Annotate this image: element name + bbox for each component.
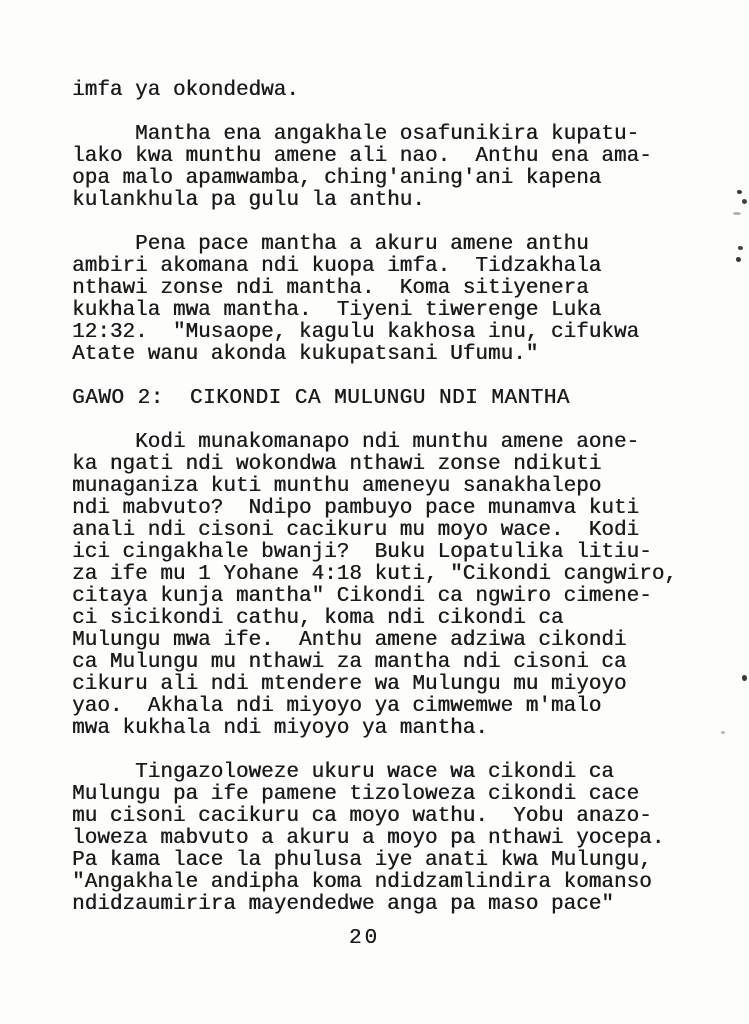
text-line: munaganiza kuti munthu ameneyu sanakhalepo bbox=[72, 475, 602, 498]
ink-speck bbox=[733, 212, 741, 215]
text-line: Mulungu pa ife pamene tizoloweza cikondi cace bbox=[72, 783, 640, 806]
ink-speck bbox=[742, 675, 747, 681]
text-line: ca Mulungu mu nthawi za mantha ndi cisoni ca bbox=[72, 651, 627, 674]
paragraph bbox=[72, 762, 712, 916]
ink-speck bbox=[738, 246, 743, 250]
text-line: mu cisoni cacikuru ca moyo wathu. Yobu anazo- bbox=[72, 805, 652, 828]
ink-speck bbox=[736, 257, 741, 262]
ink-speck bbox=[737, 190, 742, 194]
text-line: Atate wanu akonda kukupatsani Ufumu." bbox=[72, 343, 539, 366]
text-line: 12:32. "Musaope, kagulu kakhosa inu, cifukwa bbox=[72, 321, 640, 344]
text-line: opa malo apamwamba, ching'aning'ani kapena bbox=[72, 167, 602, 190]
text-line: imfa ya okondedwa. bbox=[72, 79, 299, 102]
text-line: Tingazoloweze ukuru wace wa cikondi ca bbox=[72, 761, 614, 784]
text-line: ka ngati ndi wokondwa nthawi zonse ndikuti bbox=[72, 453, 602, 476]
text-line: yao. Akhala ndi miyoyo ya cimwemwe m'malo bbox=[72, 695, 602, 718]
paragraph bbox=[72, 234, 712, 366]
section-heading bbox=[72, 388, 712, 410]
text-line: mwa kukhala ndi miyoyo ya mantha. bbox=[72, 717, 488, 740]
text-line: ici cingakhale bwanji? Buku Lopatulika litiu- bbox=[72, 541, 652, 564]
text-line: "Angakhale andipha koma ndidzamlindira komanso bbox=[72, 871, 652, 894]
text-line: za ife mu 1 Yohane 4:18 kuti, "Cikondi cangwiro, bbox=[72, 563, 677, 586]
text-line: ndi mabvuto? Ndipo pambuyo pace munamva kuti bbox=[72, 497, 640, 520]
paragraph bbox=[72, 80, 712, 102]
paragraph bbox=[72, 124, 712, 212]
text-line: lako kwa munthu amene ali nao. Anthu ena ama- bbox=[72, 145, 652, 168]
paragraph bbox=[72, 432, 712, 740]
text-line: Pena pace mantha a akuru amene anthu bbox=[72, 233, 589, 256]
text-line: Kodi munakomanapo ndi munthu amene aone- bbox=[72, 431, 640, 454]
text-line: anali ndi cisoni cacikuru mu moyo wace. Kodi bbox=[72, 519, 640, 542]
text-line: loweza mabvuto a akuru a moyo pa nthawi yocepa. bbox=[72, 827, 665, 850]
ink-speck bbox=[721, 731, 725, 734]
text-line: cikuru ali ndi mtendere wa Mulungu mu miyoyo bbox=[72, 673, 627, 696]
text-line: Mantha ena angakhale osafunikira kupatu- bbox=[72, 123, 640, 146]
text-line: citaya kunja mantha" Cikondi ca ngwiro cimene- bbox=[72, 585, 652, 608]
text-line: ndidzaumirira mayendedwe anga pa maso pace" bbox=[72, 893, 614, 916]
text-line: nthawi zonse ndi mantha. Koma sitiyenera bbox=[72, 277, 589, 300]
text-line: kulankhula pa gulu la anthu. bbox=[72, 189, 425, 212]
text-line: Mulungu mwa ife. Anthu amene adziwa cikondi bbox=[72, 629, 627, 652]
text-line: ambiri akomana ndi kuopa imfa. Tidzakhala bbox=[72, 255, 602, 278]
document-body bbox=[72, 80, 712, 938]
text-line: kukhala mwa mantha. Tiyeni tiwerenge Luka bbox=[72, 299, 602, 322]
text-line: GAWO 2: CIKONDI CA MULUNGU NDI MANTHA bbox=[72, 387, 570, 410]
text-line: Pa kama lace la phulusa iye anati kwa Mulungu, bbox=[72, 849, 652, 872]
page-number: 20 bbox=[348, 927, 381, 950]
ink-speck bbox=[742, 199, 747, 204]
text-line: ci sicikondi cathu, koma ndi cikondi ca bbox=[72, 607, 564, 630]
